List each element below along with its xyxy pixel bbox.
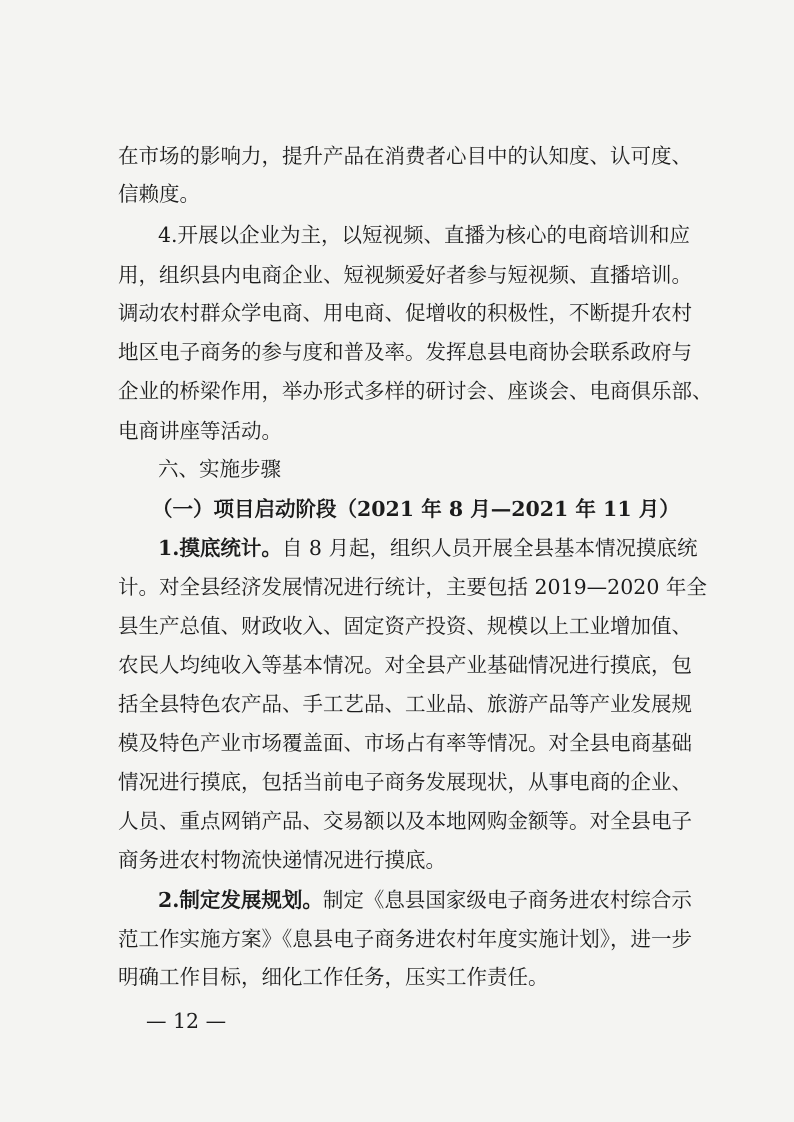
paragraph-line: 信赖度。: [118, 182, 200, 206]
step-2-first-line: [158, 886, 692, 914]
step-1-title: 1.摸底统计。: [158, 536, 282, 560]
step-1-line: 县生产总值、财政收入、固定资产投资、规模以上工业增加值、: [118, 614, 692, 638]
step-2-first-line-text: 制定《息县国家级电子商务进农村综合示: [322, 888, 692, 912]
step-1-first-line-text: 自 8 月起，组织人员开展全县基本情况摸底统: [281, 536, 698, 560]
step-1-line: 括全县特色农产品、手工艺品、工业品、旅游产品等产业发展规: [118, 692, 692, 716]
step-2-line: 范工作实施方案》《息县电子商务进农村年度实施计划》，进一步: [118, 927, 692, 951]
subsection-heading: （一）项目启动阶段（2021 年 8 月—2021 年 11 月）: [152, 497, 680, 521]
section-heading: 六、实施步骤: [158, 457, 281, 481]
step-1-line: 农民人均纯收入等基本情况。对全县产业基础情况进行摸底，包: [118, 653, 692, 677]
item-4-line: 用，组织县内电商企业、短视频爱好者参与短视频、直播培训。: [118, 263, 692, 287]
step-1-line: 人员、重点网销产品、交易额以及本地网购金额等。对全县电子: [118, 809, 692, 833]
item-4-line: 调动农村群众学电商、用电商、促增收的积极性，不断提升农村: [118, 301, 692, 325]
step-1-line: 计。对全县经济发展情况进行统计，主要包括 2019—2020 年全: [118, 575, 707, 599]
item-4-line: 4.开展以企业为主，以短视频、直播为核心的电商培训和应: [158, 223, 691, 247]
step-1-line: 情况进行摸底，包括当前电子商务发展现状，从事电商的企业、: [118, 770, 692, 794]
item-4-line: 地区电子商务的参与度和普及率。发挥息县电商协会联系政府与: [118, 340, 692, 364]
item-4-line: 电商讲座等活动。: [118, 419, 282, 443]
paragraph-line: 在市场的影响力，提升产品在消费者心目中的认知度、认可度、: [118, 144, 692, 168]
item-4-line: 企业的桥梁作用，举办形式多样的研讨会、座谈会、电商俱乐部、: [118, 379, 713, 403]
step-1-first-line: [158, 534, 698, 562]
page-number: — 12 —: [146, 1009, 227, 1033]
step-1-line: 商务进农村物流快递情况进行摸底。: [118, 848, 446, 872]
step-1-line: 模及特色产业市场覆盖面、市场占有率等情况。对全县电商基础: [118, 731, 692, 755]
step-2-line: 明确工作目标，细化工作任务，压实工作责任。: [118, 965, 549, 989]
step-2-title: 2.制定发展规划。: [158, 888, 323, 912]
